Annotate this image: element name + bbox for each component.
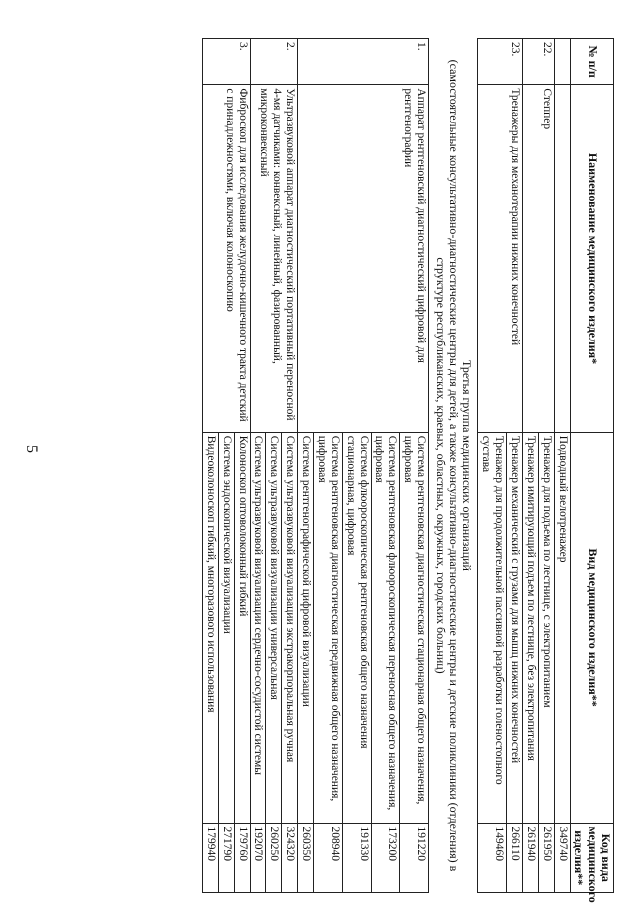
group-heading-title: Третья группа медицинских организаций: [460, 360, 475, 571]
cell-name: Ультразвуковой аппарат диагностический портативный переносной 4-мя датчиками: конвексный, линейный, фазированный, микроконвексный: [250, 85, 298, 432]
cell-kind: Тренажер имитирующий подъем по лестнице, без электропитания: [523, 432, 539, 823]
cell-code: 261940: [523, 823, 539, 893]
cell-kind: Система рентгеновская диагностическая стационарная общего назначения, цифровая: [400, 432, 429, 823]
table-row: [400, 39, 429, 893]
cell-code: 192070: [250, 823, 266, 893]
cell-code: 261950: [538, 823, 554, 893]
cell-kind: Система ультразвуковой визуализации универсальная: [266, 432, 282, 823]
table-row: [538, 39, 554, 893]
table-header-row: [570, 39, 613, 893]
table-row: [507, 39, 523, 893]
group-heading-row: [429, 39, 478, 893]
cell-name: Фиброскоп для исследования желудочно-кишечного тракта детский с принадлежностями, включая колоноскопию: [203, 85, 251, 432]
cell-code: 191330: [342, 823, 371, 893]
document-table-area: [69, 38, 614, 903]
cell-kind: Система ультразвуковой визуализации экстракорпоральная ручная: [282, 432, 298, 823]
cell-code: 149460: [478, 823, 507, 893]
cell-kind: Система рентгеновская диагностическая передвижная общего назначения, цифровая: [314, 432, 343, 823]
cell-kind: Тренажер для подъема по лестнице, с электропитанием: [538, 432, 554, 823]
group-heading: [429, 39, 478, 893]
page-number: 5: [23, 445, 40, 453]
cell-kind: Видеоколоноскоп гибкий, многоразового использования: [203, 432, 219, 823]
cell-kind: Подводный велотренажер: [554, 432, 570, 823]
cell-kind: Система флюороскопическая рентгеновская общего назначения стационарная, цифровая: [342, 432, 371, 823]
cell-num: 3.: [203, 39, 251, 85]
cell-code: 324320: [282, 823, 298, 893]
cell-code: 191220: [400, 823, 429, 893]
cell-num: 2.: [250, 39, 298, 85]
group-heading-description: (самостоятельные консультативно-диагностические центры для детей, а также консультативно-диагностические центры и детские поликлиники (отделения) в структуре республиканских, краевых, областных, окружных, городских больниц): [433, 59, 461, 872]
cell-kind: Система эндоскопической визуализации: [218, 432, 234, 823]
cell-kind: Колоноскоп оптоволоконный гибкий: [234, 432, 250, 823]
cell-kind: Тренажер механический с грузами для мышц нижних конечностей: [507, 432, 523, 823]
cell-code: 208940: [314, 823, 343, 893]
table-row: [554, 39, 570, 893]
header-num: № п/п: [570, 39, 613, 85]
cell-code: 260350: [298, 823, 314, 893]
cell-code: 179760: [234, 823, 250, 893]
table-row: [234, 39, 250, 893]
header-code: Код вида медицинского изделия**: [570, 823, 613, 893]
equipment-table: [202, 38, 614, 903]
cell-name: [554, 85, 570, 432]
table-row: [282, 39, 298, 893]
cell-num: 1.: [298, 39, 429, 85]
cell-code: 179940: [203, 823, 219, 893]
cell-kind: Система ультразвуковой визуализации сердечно-сосудистой системы: [250, 432, 266, 823]
header-kind: Вид медицинского изделия**: [570, 432, 613, 823]
cell-num: 22.: [523, 39, 555, 85]
cell-code: 266110: [507, 823, 523, 893]
cell-num: [554, 39, 570, 85]
cell-kind: Система рентгенографической цифровой визуализации: [298, 432, 314, 823]
cell-kind: Тренажер для продолжительной пассивной разработки голеностопного сустава: [478, 432, 507, 823]
cell-code: 271790: [218, 823, 234, 893]
cell-kind: Система рентгеновская флюороскопическая переносная общего назначения, цифровая: [371, 432, 400, 823]
header-name: Наименование медицинского изделия*: [570, 85, 613, 432]
cell-name: Тренажеры для механотерапии нижних конечностей: [478, 85, 523, 432]
cell-code: 260250: [266, 823, 282, 893]
cell-name: Степпер: [523, 85, 555, 432]
cell-code: 349740: [554, 823, 570, 893]
cell-code: 173200: [371, 823, 400, 893]
cell-name: Аппарат рентгеновский диагностический цифровой для рентгенографии: [298, 85, 429, 432]
cell-num: 23.: [478, 39, 523, 85]
